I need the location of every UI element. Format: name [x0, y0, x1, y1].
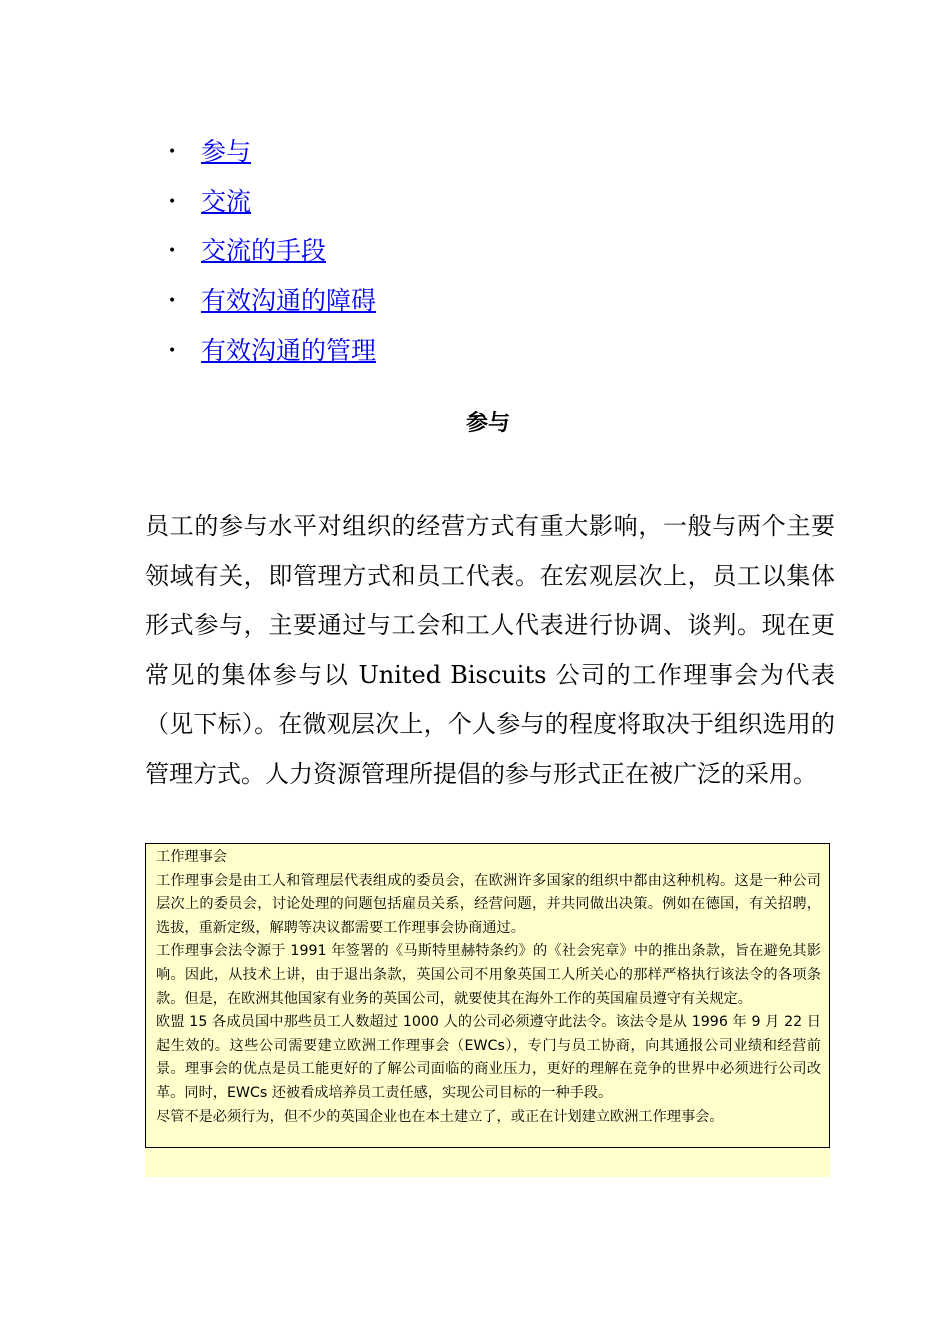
section-body: 员工的参与水平对组织的经营方式有重大影响，一般与两个主要领域有关，即管理方式和员工代表。在宏观层次上，员工以集体形式参与，主要通过与工会和工人代表进行协调、谈判。现在更常见的集体参与以 United Biscuits 公司的工作理事会为代表（见下标）。在微观层次上，个人参与的程度将取决于组织选用的管理方式。人力资源管理所提倡的参与形式正在被广泛的采用。	[145, 512, 835, 788]
bullet-icon: •	[168, 342, 177, 359]
toc-item-communication-barriers	[168, 283, 376, 333]
toc-item-communication	[168, 184, 376, 234]
box-paragraph: 工作理事会是由工人和管理层代表组成的委员会，在欧洲许多国家的组织中都由这种机构。这是一种公司层次上的委员会，讨论处理的问题包括雇员关系，经营问题，并共同做出决策。例如在德国，有关招聘，选拔，重新定级，解聘等决议都需要工作理事会协商通过。	[156, 872, 821, 936]
toc-link-participation[interactable]: 参与	[201, 137, 252, 166]
bullet-icon: •	[168, 293, 177, 310]
box-paragraph: 欧盟 15 各成员国中那些员工人数超过 1000 人的公司必须遵守此法令。该法令是从 1996 年 9 月 22 日起生效的。这些公司需要建立欧洲工作理事会（EWCs），专门与员工协商，向其通报公司业绩和经营前景。理事会的优点是员工能更好的了解公司面临的商业压力，更好的理解在竞争的世界中必须进行公司改革。同时，EWCs 还被看成培养员工责任感，实现公司目标的一种手段。	[156, 1014, 821, 1101]
toc-link-communication[interactable]: 交流	[201, 186, 252, 216]
box-paragraph: 尽管不是必须行为，但不少的英国企业也在本土建立了，或正在计划建立欧洲工作理事会。	[156, 1108, 724, 1125]
box-paragraph: 工作理事会法令源于 1991 年签署的《马斯特里赫特条约》的《社会宪章》中的推出条款，旨在避免其影响。因此，从技术上讲，由于退出条款，英国公司不用象英国工人所关心的那样严格执行该法令的各项条款。但是，在欧洲其他国家有业务的英国公司，就要使其在海外工作的英国雇员遵守有关规定。	[156, 943, 821, 1007]
table-of-contents	[168, 134, 376, 382]
toc-link-communication-barriers[interactable]: 有效沟通的障碍	[201, 286, 377, 316]
toc-link-communication-means[interactable]: 交流的手段	[201, 236, 327, 266]
toc-link-communication-management[interactable]: 有效沟通的管理	[201, 335, 377, 365]
works-council-box	[145, 843, 830, 1177]
bullet-icon: •	[168, 243, 177, 260]
works-council-box-content	[145, 843, 830, 1148]
toc-item-communication-management	[168, 333, 376, 383]
section-title: 参与	[465, 411, 510, 436]
toc-item-participation	[168, 134, 376, 184]
bullet-icon: •	[168, 144, 177, 160]
toc-item-communication-means	[168, 233, 376, 283]
bullet-icon: •	[168, 193, 177, 210]
box-title: 工作理事会	[156, 849, 227, 865]
